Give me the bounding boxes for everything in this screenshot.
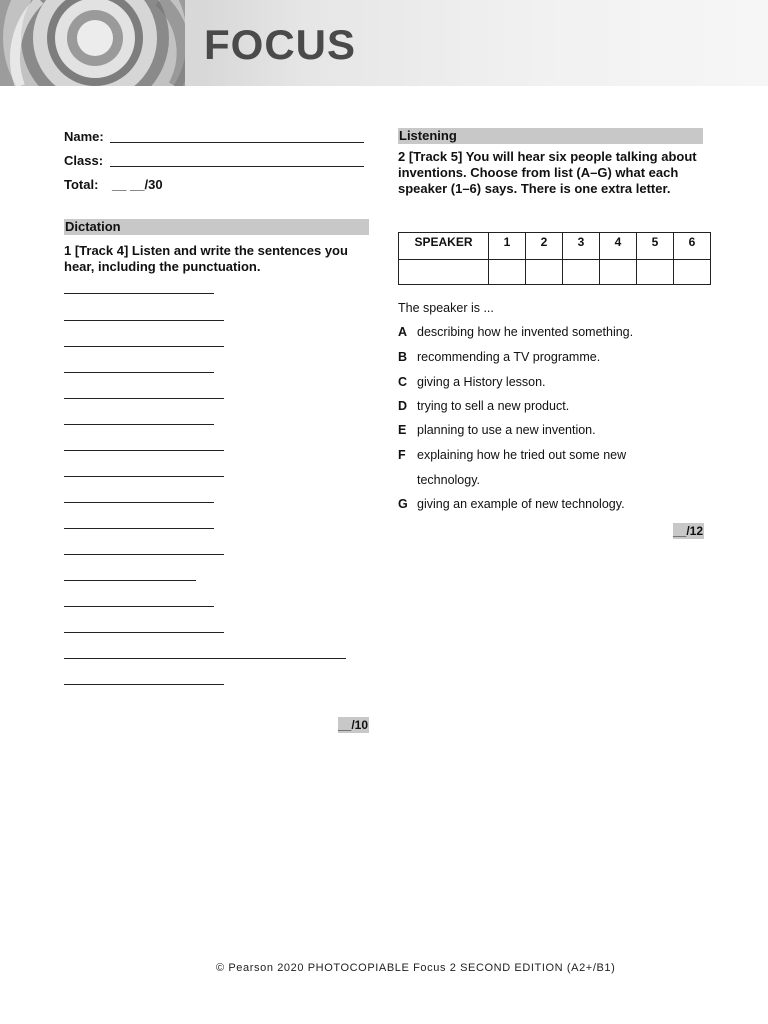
speaker-table-answer-row	[399, 260, 711, 285]
answer-line-16[interactable]	[64, 684, 224, 685]
answer-line-9[interactable]	[64, 502, 214, 503]
class-label: Class:	[64, 153, 104, 168]
speaker-number-6: 6	[674, 233, 711, 260]
option-f-continued	[398, 472, 481, 488]
answer-line-14[interactable]	[64, 632, 224, 633]
option-letter: A	[398, 325, 408, 339]
dictation-instruction: 1 [Track 4] Listen and write the sentences you hear, including the punctuation.	[64, 243, 348, 274]
option-letter: D	[398, 399, 408, 413]
option-text: technology.	[417, 473, 481, 487]
answer-line-5[interactable]	[64, 398, 224, 399]
dictation-heading: Dictation	[64, 219, 369, 235]
option-text: describing how he invented something.	[417, 325, 634, 339]
option-text: explaining how he tried out some new	[417, 448, 627, 462]
option-letter: B	[398, 350, 408, 364]
speaker-number-5: 5	[637, 233, 674, 260]
option-letter: C	[398, 375, 408, 389]
option-text: giving an example of new technology.	[417, 497, 625, 511]
answer-line-8[interactable]	[64, 476, 224, 477]
name-label: Name:	[64, 129, 104, 144]
option-letter: G	[398, 497, 408, 511]
option-letter: F	[398, 448, 406, 462]
speaker-answer-table	[398, 232, 711, 285]
page-footer: © Pearson 2020 PHOTOCOPIABLE Focus 2 SECOND EDITION (A2+/B1)	[216, 962, 616, 974]
speaker-header-cell: SPEAKER	[399, 233, 489, 260]
answer-line-1[interactable]	[64, 293, 214, 294]
speaker-number-2: 2	[526, 233, 563, 260]
answer-cell-1[interactable]	[489, 260, 526, 285]
answer-cell-3[interactable]	[563, 260, 600, 285]
answer-cell-6[interactable]	[674, 260, 711, 285]
option-a	[398, 324, 634, 340]
page-header	[0, 0, 768, 86]
option-letter: E	[398, 423, 407, 437]
option-e	[398, 422, 596, 438]
speaker-number-3: 3	[563, 233, 600, 260]
answer-line-15[interactable]	[64, 658, 346, 659]
option-b	[398, 349, 601, 365]
dictation-score: __/10	[338, 718, 369, 732]
brand-title: FOCUS	[204, 21, 356, 68]
answer-line-3[interactable]	[64, 346, 224, 347]
answer-line-12[interactable]	[64, 580, 196, 581]
answer-cell-5[interactable]	[637, 260, 674, 285]
class-field[interactable]	[110, 166, 364, 167]
option-text: giving a History lesson.	[417, 375, 546, 389]
speaker-answer-blank	[399, 260, 489, 285]
option-c	[398, 374, 546, 390]
speaker-number-1: 1	[489, 233, 526, 260]
listening-score: __/12	[673, 524, 704, 538]
listening-heading: Listening	[398, 128, 703, 144]
option-g	[398, 496, 625, 512]
listening-instruction: 2 [Track 5] You will hear six people talking about inventions. Choose from list (A–G) what each speaker (1–6) says. There is one extra letter.	[398, 149, 697, 196]
answer-line-7[interactable]	[64, 450, 224, 451]
answer-line-13[interactable]	[64, 606, 214, 607]
answer-line-11[interactable]	[64, 554, 224, 555]
option-d	[398, 398, 570, 414]
speaker-table-header-row	[399, 233, 711, 260]
options-lead: The speaker is ...	[398, 301, 494, 315]
answer-cell-2[interactable]	[526, 260, 563, 285]
option-text: trying to sell a new product.	[417, 399, 570, 413]
answer-cell-4[interactable]	[600, 260, 637, 285]
option-f	[398, 447, 627, 463]
focus-logo-graphic	[0, 0, 200, 86]
speaker-number-4: 4	[600, 233, 637, 260]
total-value: __ __/30	[112, 177, 163, 192]
option-text: planning to use a new invention.	[417, 423, 596, 437]
answer-line-10[interactable]	[64, 528, 214, 529]
answer-line-2[interactable]	[64, 320, 224, 321]
name-field[interactable]	[110, 142, 364, 143]
total-label: Total:	[64, 177, 99, 192]
option-text: recommending a TV programme.	[417, 350, 601, 364]
answer-line-6[interactable]	[64, 424, 214, 425]
answer-line-4[interactable]	[64, 372, 214, 373]
